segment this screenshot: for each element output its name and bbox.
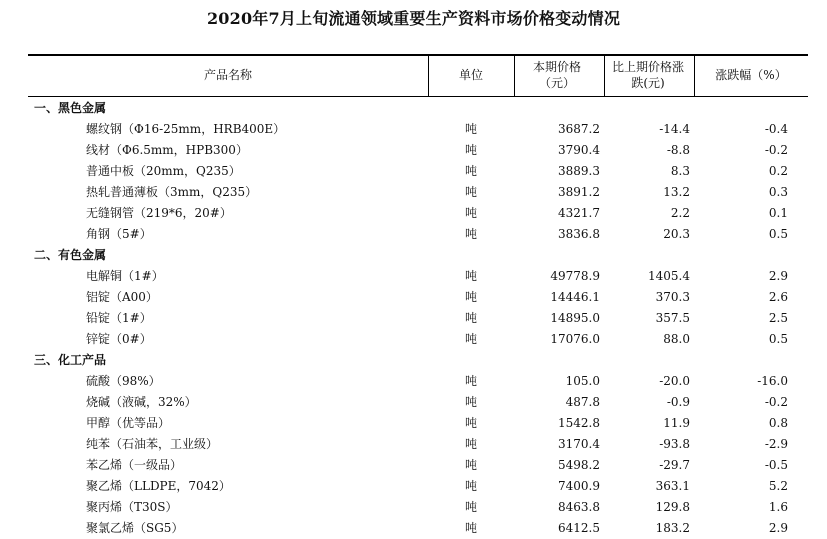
- price-cell: 1542.8: [558, 416, 600, 430]
- change-cell: 183.2: [655, 521, 690, 535]
- category-label: 二、有色金属: [34, 248, 107, 262]
- unit-cell: 吨: [464, 290, 477, 304]
- unit-cell: 吨: [464, 416, 477, 430]
- change-cell: -29.7: [659, 458, 690, 472]
- table-row: [28, 224, 808, 245]
- change-cell: 13.2: [663, 185, 690, 199]
- change-cell: 363.1: [655, 479, 690, 493]
- price-cell: 6412.5: [558, 521, 600, 535]
- change-cell: 88.0: [663, 332, 690, 346]
- percent-cell: 0.1: [768, 206, 788, 220]
- table-row: [28, 329, 808, 350]
- category-row: [28, 98, 808, 119]
- unit-cell: 吨: [464, 311, 477, 325]
- unit-cell: 吨: [464, 269, 477, 283]
- table-row: [28, 161, 808, 182]
- price-cell: 105.0: [565, 374, 600, 388]
- percent-cell: -0.5: [764, 458, 788, 472]
- header-current-price: 本期价格（元）: [532, 60, 581, 90]
- product-name: 无缝钢管（219*6，20#）: [86, 206, 232, 220]
- unit-cell: 吨: [464, 185, 477, 199]
- percent-cell: 2.6: [768, 290, 788, 304]
- category-row: [28, 245, 808, 266]
- percent-cell: 0.8: [768, 416, 788, 430]
- table-top-rule: [28, 54, 808, 56]
- header-change-percent: 涨跌幅（%）: [715, 68, 787, 82]
- unit-cell: 吨: [464, 164, 477, 178]
- price-cell: 14446.1: [550, 290, 600, 304]
- product-name: 热轧普通薄板（3mm，Q235）: [86, 185, 258, 199]
- table-row: [28, 455, 808, 476]
- product-name: 聚氯乙烯（SG5）: [86, 521, 184, 535]
- unit-cell: 吨: [464, 374, 477, 388]
- table-row: [28, 140, 808, 161]
- price-cell: 5498.2: [558, 458, 600, 472]
- percent-cell: -2.9: [764, 437, 788, 451]
- change-cell: -8.8: [666, 143, 690, 157]
- percent-cell: 0.2: [768, 164, 788, 178]
- unit-cell: 吨: [464, 395, 477, 409]
- price-cell: 4321.7: [558, 206, 600, 220]
- product-name: 螺纹钢（Φ16-25mm，HRB400E）: [86, 122, 286, 136]
- product-name: 硫酸（98%）: [86, 374, 161, 388]
- product-name: 烧碱（液碱，32%）: [86, 395, 197, 409]
- change-cell: 357.5: [655, 311, 690, 325]
- unit-cell: 吨: [464, 227, 477, 241]
- change-cell: -14.4: [659, 122, 690, 136]
- unit-cell: 吨: [464, 521, 477, 535]
- unit-cell: 吨: [464, 332, 477, 346]
- table-row: [28, 371, 808, 392]
- percent-cell: -0.2: [764, 143, 788, 157]
- table-row: [28, 266, 808, 287]
- product-name: 聚丙烯（T30S）: [86, 500, 178, 514]
- category-label: 三、化工产品: [34, 353, 107, 367]
- page-title: 2020年7月上旬流通领域重要生产资料市场价格变动情况: [206, 9, 621, 28]
- table-row: [28, 203, 808, 224]
- unit-cell: 吨: [464, 479, 477, 493]
- price-cell: 3170.4: [558, 437, 600, 451]
- change-cell: 2.2: [670, 206, 690, 220]
- percent-cell: -0.2: [764, 395, 788, 409]
- price-cell: 3790.4: [558, 143, 600, 157]
- change-cell: 11.9: [663, 416, 690, 430]
- unit-cell: 吨: [464, 500, 477, 514]
- header-divider: [514, 54, 515, 96]
- change-cell: 20.3: [663, 227, 690, 241]
- table-row: [28, 497, 808, 518]
- product-name: 铅锭（1#）: [86, 311, 152, 325]
- unit-cell: 吨: [464, 143, 477, 157]
- percent-cell: 0.5: [768, 227, 788, 241]
- change-cell: -0.9: [666, 395, 690, 409]
- table-row: [28, 518, 808, 539]
- price-cell: 8463.8: [558, 500, 600, 514]
- percent-cell: 0.3: [768, 185, 788, 199]
- price-cell: 487.8: [565, 395, 600, 409]
- category-label: 一、黑色金属: [34, 101, 107, 115]
- percent-cell: -16.0: [757, 374, 788, 388]
- unit-cell: 吨: [464, 206, 477, 220]
- price-cell: 49778.9: [550, 269, 600, 283]
- product-name: 铝锭（A00）: [86, 290, 158, 304]
- price-cell: 3891.2: [558, 185, 600, 199]
- product-name: 苯乙烯（一级品）: [86, 458, 183, 472]
- category-row: [28, 350, 808, 371]
- product-name: 角钢（5#）: [86, 227, 152, 241]
- table-row: [28, 434, 808, 455]
- table-row: [28, 119, 808, 140]
- percent-cell: 2.9: [768, 521, 788, 535]
- unit-cell: 吨: [464, 122, 477, 136]
- change-cell: 1405.4: [648, 269, 690, 283]
- table-row: [28, 182, 808, 203]
- header-price-change: 比上期价格涨跌(元): [611, 60, 684, 90]
- price-cell: 14895.0: [550, 311, 600, 325]
- change-cell: -93.8: [659, 437, 690, 451]
- product-name: 线材（Φ6.5mm，HPB300）: [86, 143, 248, 157]
- header-bottom-rule: [28, 96, 808, 97]
- unit-cell: 吨: [464, 437, 477, 451]
- table-row: [28, 413, 808, 434]
- product-name: 普通中板（20mm，Q235）: [86, 164, 241, 178]
- table-row: [28, 392, 808, 413]
- percent-cell: 0.5: [768, 332, 788, 346]
- percent-cell: 5.2: [768, 479, 788, 493]
- change-cell: 8.3: [670, 164, 690, 178]
- percent-cell: 2.9: [768, 269, 788, 283]
- unit-cell: 吨: [464, 458, 477, 472]
- product-name: 锌锭（0#）: [86, 332, 152, 346]
- table-row: [28, 287, 808, 308]
- change-cell: -20.0: [659, 374, 690, 388]
- percent-cell: -0.4: [764, 122, 788, 136]
- product-name: 聚乙烯（LLDPE，7042）: [86, 479, 231, 493]
- header-product-name: 产品名称: [203, 68, 252, 82]
- product-name: 甲醇（优等品）: [86, 416, 171, 430]
- product-name: 纯苯（石油苯，工业级）: [86, 437, 219, 451]
- change-cell: 129.8: [655, 500, 690, 514]
- table-row: [28, 476, 808, 497]
- price-cell: 7400.9: [558, 479, 600, 493]
- price-cell: 3889.3: [558, 164, 600, 178]
- header-divider: [604, 54, 605, 96]
- price-cell: 17076.0: [550, 332, 600, 346]
- change-cell: 370.3: [655, 290, 690, 304]
- product-name: 电解铜（1#）: [86, 269, 164, 283]
- percent-cell: 2.5: [768, 311, 788, 325]
- header-unit: 单位: [458, 68, 483, 82]
- price-cell: 3836.8: [558, 227, 600, 241]
- price-cell: 3687.2: [558, 122, 600, 136]
- table-row: [28, 308, 808, 329]
- percent-cell: 1.6: [768, 500, 788, 514]
